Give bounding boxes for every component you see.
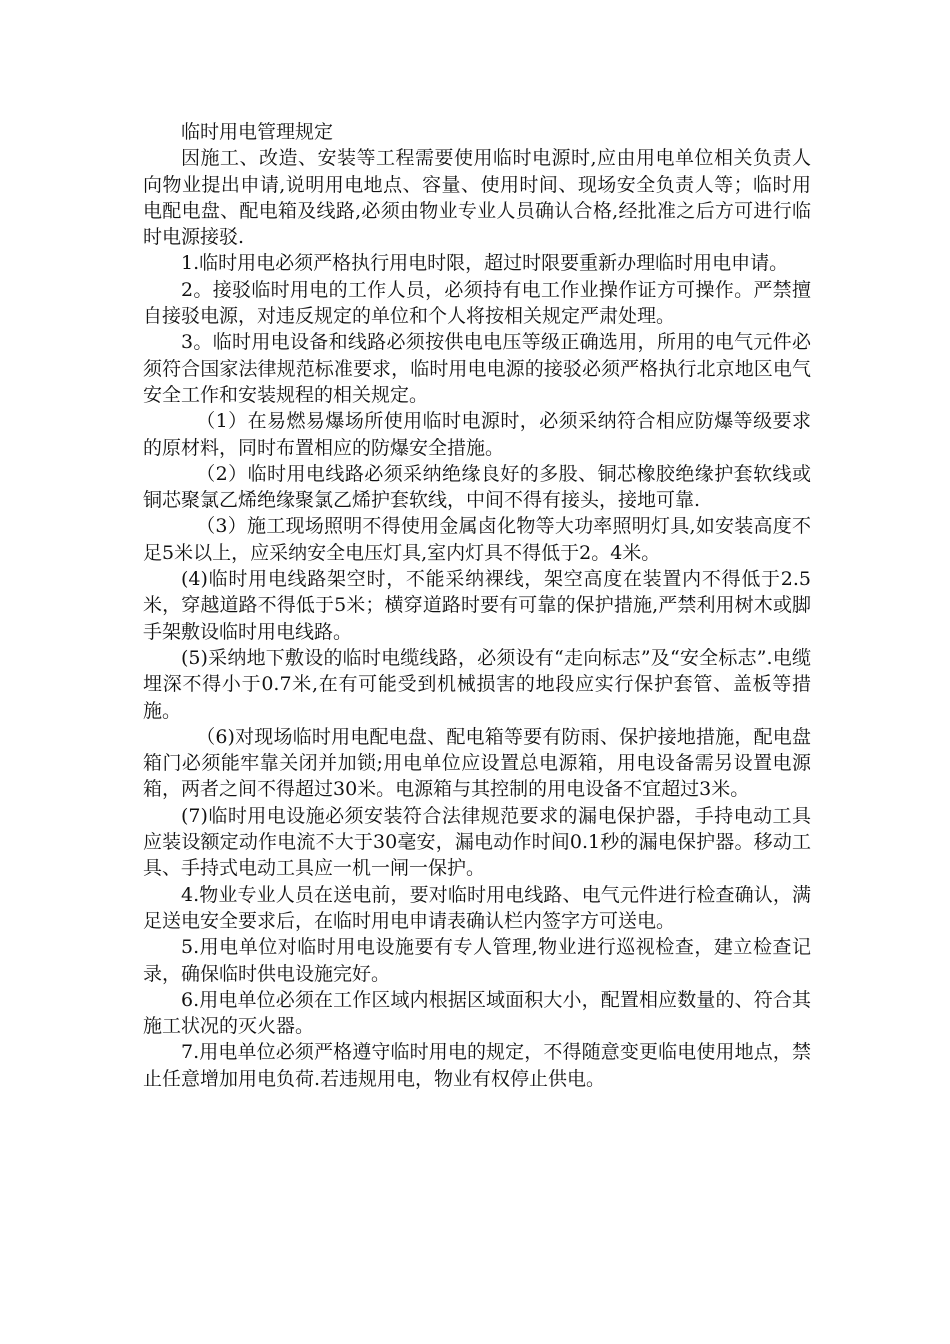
rule-1-paragraph: 1.临时用电必须严格执行用电时限，超过时限要重新办理临时用电申请。 [181,252,789,275]
rule-3-item-2: （2）临时用电线路必须采纳绝缘良好的多股、铜芯橡胶绝缘护套软线或铜芯聚氯乙烯绝缘聚氯乙烯护套软线，中间不得有接头，接地可靠. [143,462,811,512]
rule-3-item-5: (5)采纳地下敷设的临时电缆线路，必须设有“走向标志”及“安全标志”.电缆埋深不得小于0.7米,在有可能受到机械损害的地段应实行保护套管、盖板等措施。 [143,646,811,722]
rule-2-paragraph: 2。接驳临时用电的工作人员，必须持有电工作业操作证方可操作。严禁擅自接驳电源，对违反规定的单位和个人将按相关规定严肃处理。 [143,278,811,328]
rule-3-item-4: (4)临时用电线路架空时，不能采纳裸线，架空高度在装置内不得低于2.5米，穿越道路不得低于5米；横穿道路时要有可靠的保护措施,严禁利用树木或脚手架敷设临时用电线路。 [143,568,811,643]
rule-3-paragraph: 3。临时用电设备和线路必须按供电电压等级正确选用，所用的电气元件必须符合国家法律规范标准要求，临时用电电源的接驳必须严格执行北京地区电气安全工作和安装规程的相关规定。 [143,331,811,406]
intro-paragraph: 因施工、改造、安装等工程需要使用临时电源时,应由用电单位相关负责人向物业提出申请,说明用电地点、容量、使用时间、现场安全负责人等；临时用电配电盘、配电箱及线路,必须由物业专业人员确认合格,经批准之后方可进行临时电源接驳. [143,147,811,249]
rule-3-item-6: （6)对现场临时用电配电盘、配电箱等要有防雨、保护接地措施，配电盘箱门必须能牢靠关闭并加锁;用电单位应设置总电源箱，用电设备需另设置电源箱，两者之间不得超过30米。电源箱与其控制的用电设备不宜超过3米。 [143,725,811,801]
rule-3-item-3: （3）施工现场照明不得使用金属卤化物等大功率照明灯具,如安装高度不足5米以上，应采纳安全电压灯具,室内灯具不得低于2。4米。 [143,515,811,564]
rule-6-paragraph: 6.用电单位必须在工作区域内根据区域面积大小，配置相应数量的、符合其施工状况的灭火器。 [143,988,811,1038]
document-title: 临时用电管理规定 [181,121,334,143]
rule-4-paragraph: 4.物业专业人员在送电前，要对临时用电线路、电气元件进行检查确认，满足送电安全要求后，在临时用电申请表确认栏内签字方可送电。 [143,883,811,932]
document-body [143,119,811,1092]
rule-5-paragraph: 5.用电单位对临时用电设施要有专人管理,物业进行巡视检查，建立检查记录，确保临时供电设施完好。 [143,936,811,985]
rule-7-paragraph: 7.用电单位必须严格遵守临时用电的规定，不得随意变更临电使用地点，禁止任意增加用电负荷.若违规用电，物业有权停止供电。 [143,1041,811,1090]
rule-3-item-7: (7)临时用电设施必须安装符合法律规范要求的漏电保护器，手持电动工具应装设额定动作电流不大于30毫安，漏电动作时间0.1秒的漏电保护器。移动工具、手持式电动工具应一机一闸一保护。 [143,804,811,880]
rule-3-item-1: （1）在易燃易爆场所使用临时电源时，必须采纳符合相应防爆等级要求的原材料，同时布置相应的防爆安全措施。 [143,410,811,459]
